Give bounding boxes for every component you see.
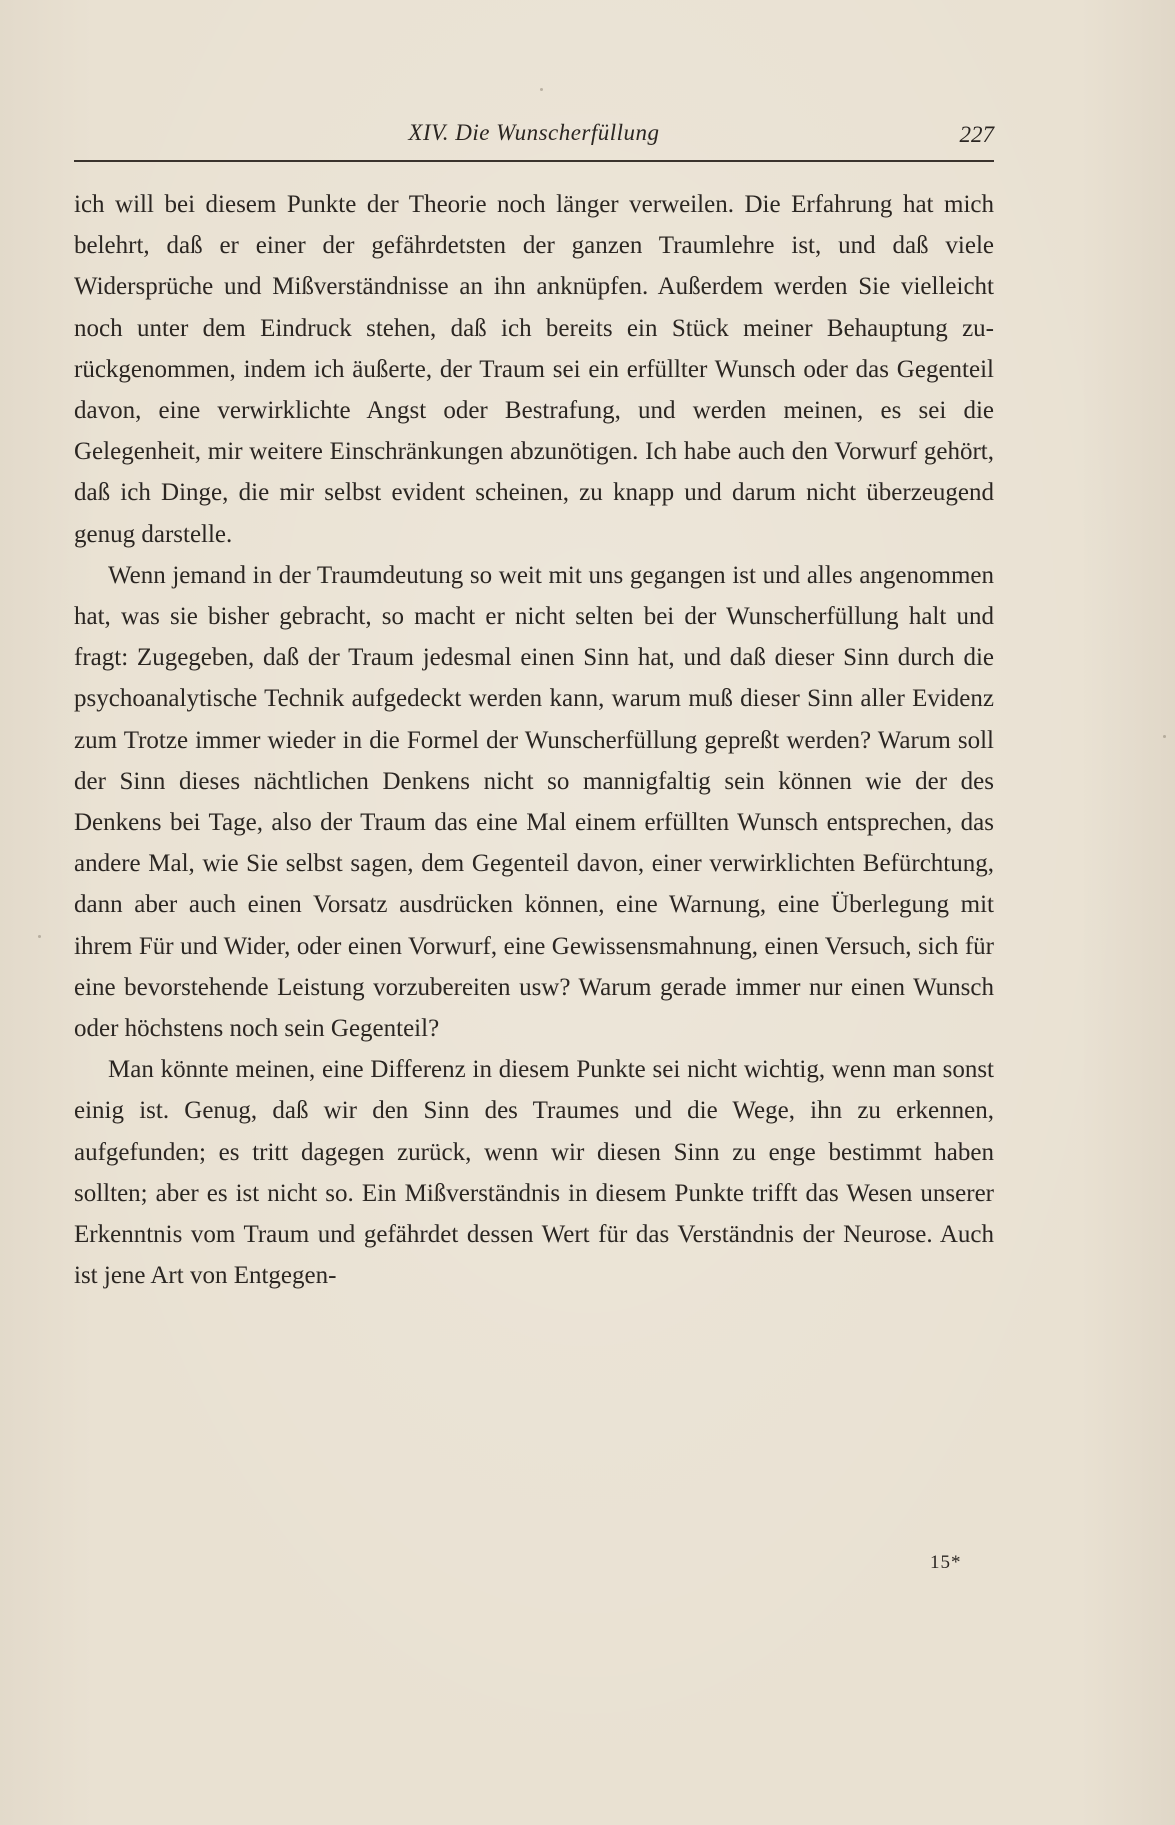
paper-speck xyxy=(38,935,41,938)
running-title: XIV. Die Wunscherfüllung xyxy=(408,120,660,145)
paper-speck xyxy=(540,88,543,91)
page-number: 227 xyxy=(959,122,994,147)
paragraph-1: ich will bei diesem Punkte der Theorie noch länger verweilen. Die Erfahrung hat mich belehrt, daß er einer der gefährdetsten der ganzen Traumlehre ist, und daß viele Widersprüche und Mißverständnisse an ihn anknüpfen. Außerdem werden Sie vielleicht noch unter dem Eindruck stehen, daß ich bereits ein Stück meiner Behauptung zurückgenommen, indem ich äußerte, der Traum sei ein erfüllter Wunsch oder das Gegenteil davon, eine verwirklichte Angst oder Bestrafung, und werden meinen, es sei die Gelegenheit, mir weitere Einschränkungen abzunötigen. Ich habe auch den Vorwurf gehört, daß ich Dinge, die mir selbst evident scheinen, zu knapp und darum nicht überzeugend genug darstelle. xyxy=(74,191,994,548)
paragraph-3: Man könnte meinen, eine Differenz in diesem Punkte sei nicht wichtig, wenn man sonst einig ist. Genug, daß wir den Sinn des Traumes und die Wege, ihn zu erkennen, aufgefunden; es tritt dagegen zurück, wenn wir diesen Sinn zu enge bestimmt haben sollten; aber es ist nicht so. Ein Mißverständnis in diesem Punkte trifft das Wesen unserer Erkenntnis vom Traum und gefährdet dessen Wert für das Verständnis der Neurose. Auch ist jene Art von Entgegen- xyxy=(74,1056,994,1290)
body-text xyxy=(74,184,994,1296)
paper-speck xyxy=(1163,735,1166,738)
paragraph-2: Wenn jemand in der Traumdeutung so weit mit uns gegangen ist und alles angenommen hat, was sie bisher gebracht, so macht er nicht selten bei der Wunscherfüllung halt und fragt: Zugegeben, daß der Traum jedesmal einen Sinn hat, und daß dieser Sinn durch die psychoanalytische Technik aufgedeckt werden kann, warum muß dieser Sinn aller Evidenz zum Trotze immer wieder in die Formel der Wunscherfüllung gepreßt werden? Warum soll der Sinn dieses nächtlichen Denkens nicht so mannigfaltig sein können wie der des Denkens bei Tage, also der Traum das eine Mal einem erfüllten Wunsch entsprechen, das andere Mal, wie Sie selbst sagen, dem Gegenteil davon, einer verwirklichten Befürchtung, dann aber auch einen Vorsatz ausdrücken können, eine Warnung, eine Überlegung mit ihrem Für und Wider, oder einen Vorwurf, eine Gewissensmahnung, einen Versuch, sich für eine bevorstehende Leistung vorzubereiten usw? Warum gerade immer nur einen Wunsch oder höchstens noch sein Gegenteil? xyxy=(74,561,994,1043)
signature-mark: 15* xyxy=(930,1552,962,1573)
header-rule xyxy=(74,160,994,162)
running-head xyxy=(74,118,994,152)
